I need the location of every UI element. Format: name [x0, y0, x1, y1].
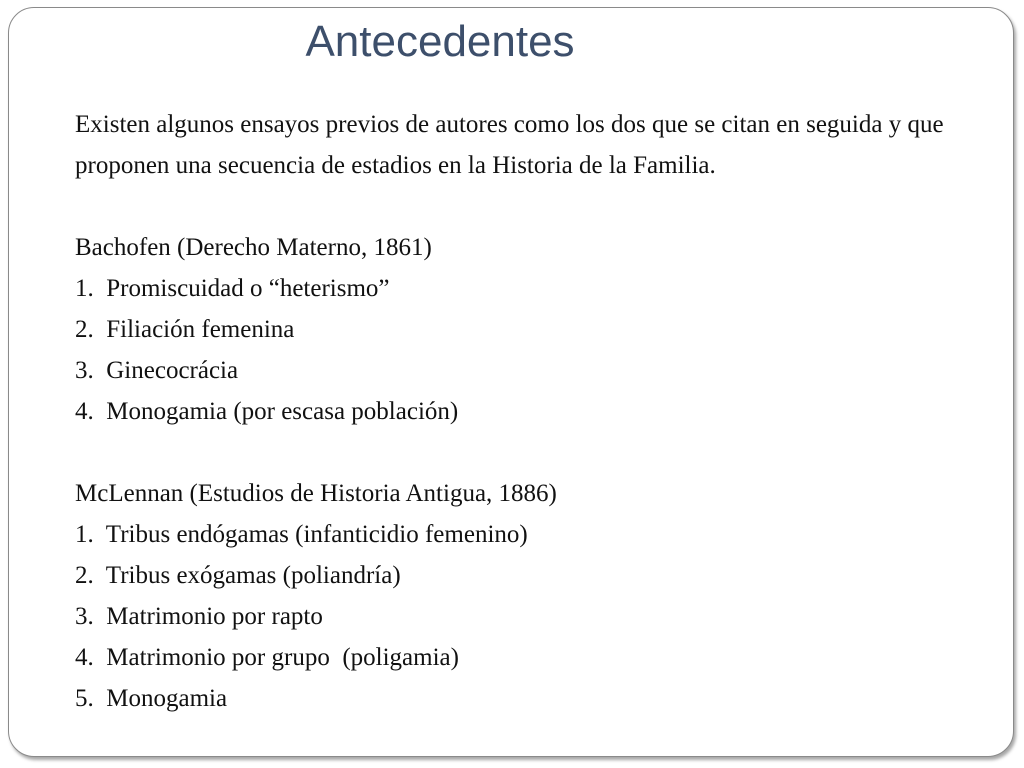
spacer — [75, 432, 975, 473]
slide-body — [75, 104, 975, 719]
list-item: 1. Promiscuidad o “heterismo” — [75, 275, 390, 302]
section-heading-bachofen: Bachofen (Derecho Materno, 1861) — [75, 234, 432, 261]
list-item: 5. Monogamia — [75, 685, 228, 712]
list-item: 2. Tribus exógamas (poliandría) — [75, 562, 401, 589]
list-item: 1. Tribus endógamas (infanticidio femenino) — [75, 521, 528, 548]
spacer — [75, 186, 975, 227]
intro-paragraph: Existen algunos ensayos previos de autores como los dos que se citan en seguida y que proponen una secuencia de estadios en la Historia de la Familia. — [75, 111, 944, 179]
slide-title: Antecedentes — [305, 17, 575, 66]
list-item: 3. Matrimonio por rapto — [75, 603, 323, 630]
list-item: 4. Matrimonio por grupo (poligamia) — [75, 644, 459, 671]
stages-list-mclennan — [75, 514, 975, 719]
stages-list-bachofen — [75, 268, 975, 432]
list-item: 3. Ginecocrácia — [75, 357, 239, 384]
section-heading-mclennan: McLennan (Estudios de Historia Antigua, 1886) — [75, 480, 557, 507]
list-item: 2. Filiación femenina — [75, 316, 295, 343]
list-item: 4. Monogamia (por escasa población) — [75, 398, 459, 425]
